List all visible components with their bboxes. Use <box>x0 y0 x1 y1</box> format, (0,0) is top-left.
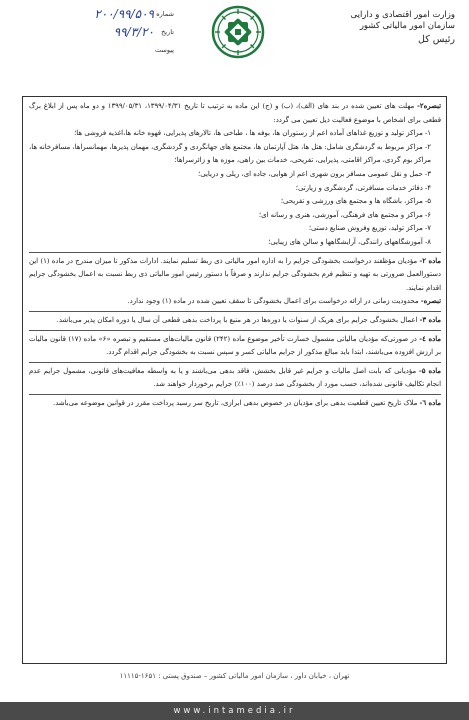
article-2-label: ماده ۲- <box>419 256 441 265</box>
article-2-note-paragraph <box>29 295 441 309</box>
article-3-section <box>29 314 441 331</box>
list-item: ۴- دفاتر خدمات مسافرتی، گردشگری و زیارتی؛ <box>295 183 431 192</box>
number-value: ۲۰۰/۹۹/۵۰۹ <box>94 7 154 21</box>
organization-name: سازمان امور مالیاتی کشور <box>359 21 455 31</box>
ministry-title-block <box>305 10 455 45</box>
footer-address: تهران ، خیابان داور ، سازمان امور مالیاتی کشور – صندوق پستی : ۱۶۵۱-۱۱۱۱۵ <box>119 672 350 680</box>
number-row <box>54 8 174 26</box>
list-item: ۲- مراکز مربوط به گردشگری شامل: هتل ها، هتل آپارتمان ها، مجتمع های جهانگردی و گردشگری، مهمان پذیرها، مهمانسراها، مسافرخانه ها، مراکز بوم گردی، مراکز اقامتی، پذیرایی، تفریحی، خدمات بین راهی، موزه ها و زائرسراها؛ <box>29 142 431 165</box>
footer-website: www.intamedia.ir <box>0 702 469 720</box>
article-4-text: در صورتی‌که مؤدیان مالیاتی مشمول خسارت تأخیر موضوع ماده (۲۴۲) قانون مالیات‌های مستقیم و تبصره «۶» ماده (۱۷) قانون مالیات بر ارزش افزوده می‌باشند، ابتدا باید مبالغ مذکور از جرایم مالیاتی کسر و سپس نسبت به بخشودگی جرایم اقدام گردد. <box>29 334 441 357</box>
list-item: ۳- حمل و نقل عمومی مسافر برون شهری اعم از هوایی، جاده ای، ریلی و دریایی؛ <box>198 169 431 178</box>
number-label: شماره <box>156 10 174 18</box>
article-6-paragraph <box>29 397 441 411</box>
article-4-section <box>29 333 441 363</box>
date-label: تاریخ <box>161 28 174 36</box>
date-row <box>54 26 174 44</box>
article-2-note-label: تبصره- <box>420 297 441 306</box>
attachment-label: پیوست <box>155 46 174 54</box>
article-4-label: ماده ٤- <box>419 334 441 343</box>
article-3-label: ماده ۳- <box>419 315 441 324</box>
tax-organization-emblem-icon <box>211 5 265 59</box>
article-5-paragraph <box>29 365 441 392</box>
reference-block <box>54 4 174 64</box>
article-2-paragraph <box>29 255 441 296</box>
article-6-text: ملاک تاریخ تعیین قطعیت بدهی برای مؤدیان در خصوص بدهی ابرازی، تاریخ سر رسید پرداخت مقرر در قوانین موضوعه می‌باشد. <box>53 398 420 407</box>
list-item: ۱- مراکز تولید و توزیع غذاهای آماده اعم از رستوران ها، بوفه ها ، طباخی ها، تالارهای پذیرایی، قهوه خانه ها،اغذیه فروشی ها؛ <box>74 129 431 138</box>
article-4-paragraph <box>29 333 441 360</box>
article-2-note-text: محدودیت زمانی در ارائه درخواست برای اعمال بخشودگی تا سقف تعیین شده در ماده (۱) وجود ندارد. <box>127 297 421 306</box>
article-5-label: ماده ۵- <box>418 366 441 375</box>
list-item: ۵- مراکز، باشگاه ها و مجتمع های ورزشی و تفریحی؛ <box>280 197 431 206</box>
article-2-section <box>29 255 441 312</box>
article-6-label: ماده ٦- <box>419 398 441 407</box>
note-2-paragraph <box>29 100 441 127</box>
letterhead <box>0 0 469 98</box>
note-2-section <box>29 100 441 253</box>
article-5-text: مؤدیانی که بابت اصل مالیات و جرایم غیر قابل بخشش، فاقد بدهی می‌باشند و یا به واسطه معافیت‌های قانونی، مشمول جرایم عدم انجام تکالیف قانونی شده‌اند، حسب مورد از بخشودگی صد درصد (۱۰۰٪) جرایم برخوردار خواهند شد. <box>29 366 441 389</box>
signatory-title: رئیس کل <box>418 34 455 45</box>
list-item: ۸- آموزشگاههای رانندگی، آرایشگاهها و سالن های زیبایی؛ <box>268 237 431 246</box>
article-3-paragraph <box>29 314 441 328</box>
list-item: ۷- مراکز تولید، توزیع وفروش صنایع دستی؛ <box>308 224 431 233</box>
ministry-name: وزارت امور اقتصادی و دارایی <box>350 10 455 20</box>
article-3-text: اعمال بخشودگی جرایم برای هریک از سنوات یا دوره‌ها در هر منبع با پرداخت بدهی قطعی آن سال یا دوره امکان پذیر می‌باشد. <box>56 315 420 324</box>
attachment-row <box>54 44 174 62</box>
article-2-text: مؤدیان مؤظفند درخواست بخشودگی جرایم را به اداره امور مالیاتی ذی ربط تسلیم نمایند. ادارات مذکور تا میزان مندرج در ماده (۱) این دستورالعمل ضرورتی به تهیه و تنظیم فرم بخشودگی جرایم ندارند و صرفاً با دستور رئیس امور مالیاتی ذی ربط نسبت به اعمال بخشودگی جرایم اقدام نمایند. <box>29 256 441 292</box>
date-value: ۹۹/۳/۲۰ <box>113 25 154 39</box>
list-item: ۶- مراکز و مجتمع های فرهنگی، آموزشی، هنری و رسانه ای؛ <box>258 210 431 219</box>
note-2-label: تبصره۲- <box>417 102 441 110</box>
article-6-section <box>29 397 441 413</box>
article-5-section <box>29 365 441 395</box>
document-body <box>22 96 447 664</box>
note-2-text: مهلت های تعیین شده در بند های (الف)، (ب) و (ج) این ماده به ترتیب تا تاریخ ۱۳۹۹/۰۴/۳۱، ۱۳۹۹/۰۵/۳۱ و دو ماه پس از ابلاغ برگ قطعی برای اشخاص با موضوع فعالیت ذیل تعیین می گردد: <box>29 102 441 124</box>
